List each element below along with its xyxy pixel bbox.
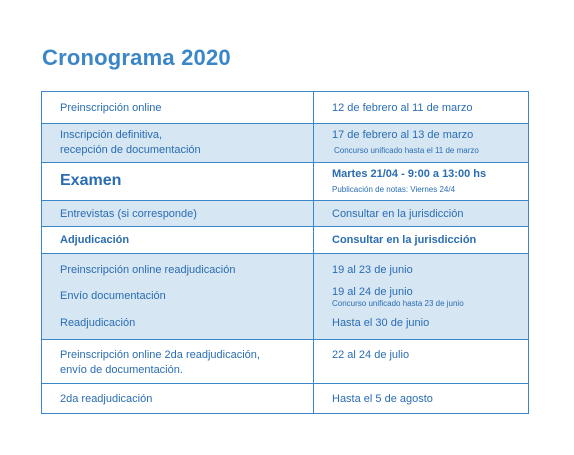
row-date-cell xyxy=(314,227,528,253)
row-label-cell xyxy=(42,124,314,162)
table-row xyxy=(42,163,528,201)
table-row xyxy=(42,92,528,124)
row-date: 19 al 23 de junio xyxy=(332,264,413,276)
row-label: Preinscripción online xyxy=(60,102,162,114)
row-date-note: Concurso unificado hasta 23 de junio xyxy=(332,299,464,308)
row-date: Martes 21/04 - 9:00 a 13:00 hs xyxy=(332,168,487,180)
row-label: 2da readjudicación xyxy=(60,393,153,405)
row-label: Adjudicación xyxy=(60,234,130,246)
row-date: Consultar en la jurisdicción xyxy=(332,234,477,246)
row-label-exam: Examen xyxy=(60,172,122,189)
row-date-cell xyxy=(314,384,528,413)
row-date-note: Concurso unificado hasta el 11 de marzo xyxy=(334,146,479,155)
row-date-cell xyxy=(314,163,528,200)
row-label-line2: envío de documentación. xyxy=(60,364,183,376)
row-date: 22 al 24 de julio xyxy=(332,349,410,361)
row-date-cell xyxy=(314,92,528,123)
row-date-cell xyxy=(314,201,528,226)
row-label-cell xyxy=(42,384,314,413)
table-row xyxy=(42,254,528,340)
row-label-cell xyxy=(42,201,314,226)
table-row xyxy=(42,201,528,227)
row-date-line2: 19 al 24 de junio xyxy=(332,286,413,298)
row-label-line2: recepción de documentación xyxy=(60,144,201,156)
page-title: Cronograma 2020 xyxy=(42,45,231,70)
row-date: 17 de febrero al 13 de marzo xyxy=(332,129,474,141)
row-date-cell xyxy=(314,124,528,162)
row-label: Entrevistas (si corresponde) xyxy=(60,208,197,220)
row-label-cell xyxy=(42,254,314,339)
row-label-cell xyxy=(42,92,314,123)
table-row xyxy=(42,384,528,413)
row-label-cell xyxy=(42,227,314,253)
row-label-cell xyxy=(42,340,314,383)
row-label-line3: Readjudicación xyxy=(60,317,136,329)
row-date-cell xyxy=(314,254,528,339)
row-date: Hasta el 5 de agosto xyxy=(332,393,433,405)
row-label: Preinscripción online readjudicación xyxy=(60,264,236,276)
row-label: Inscripción definitiva, xyxy=(60,129,163,141)
row-date-cell xyxy=(314,340,528,383)
row-label-cell xyxy=(42,163,314,200)
row-label-line2: Envío documentación xyxy=(60,290,166,302)
row-label: Preinscripción online 2da readjudicación, xyxy=(60,349,260,361)
table-row xyxy=(42,340,528,384)
schedule-table xyxy=(41,91,529,414)
row-date: 12 de febrero al 11 de marzo xyxy=(332,102,473,114)
table-row xyxy=(42,124,528,163)
row-date: Consultar en la jurisdicción xyxy=(332,208,464,220)
row-date-note: Publicación de notas: Viernes 24/4 xyxy=(332,185,456,194)
table-row xyxy=(42,227,528,254)
row-date-line3: Hasta el 30 de junio xyxy=(332,317,430,329)
